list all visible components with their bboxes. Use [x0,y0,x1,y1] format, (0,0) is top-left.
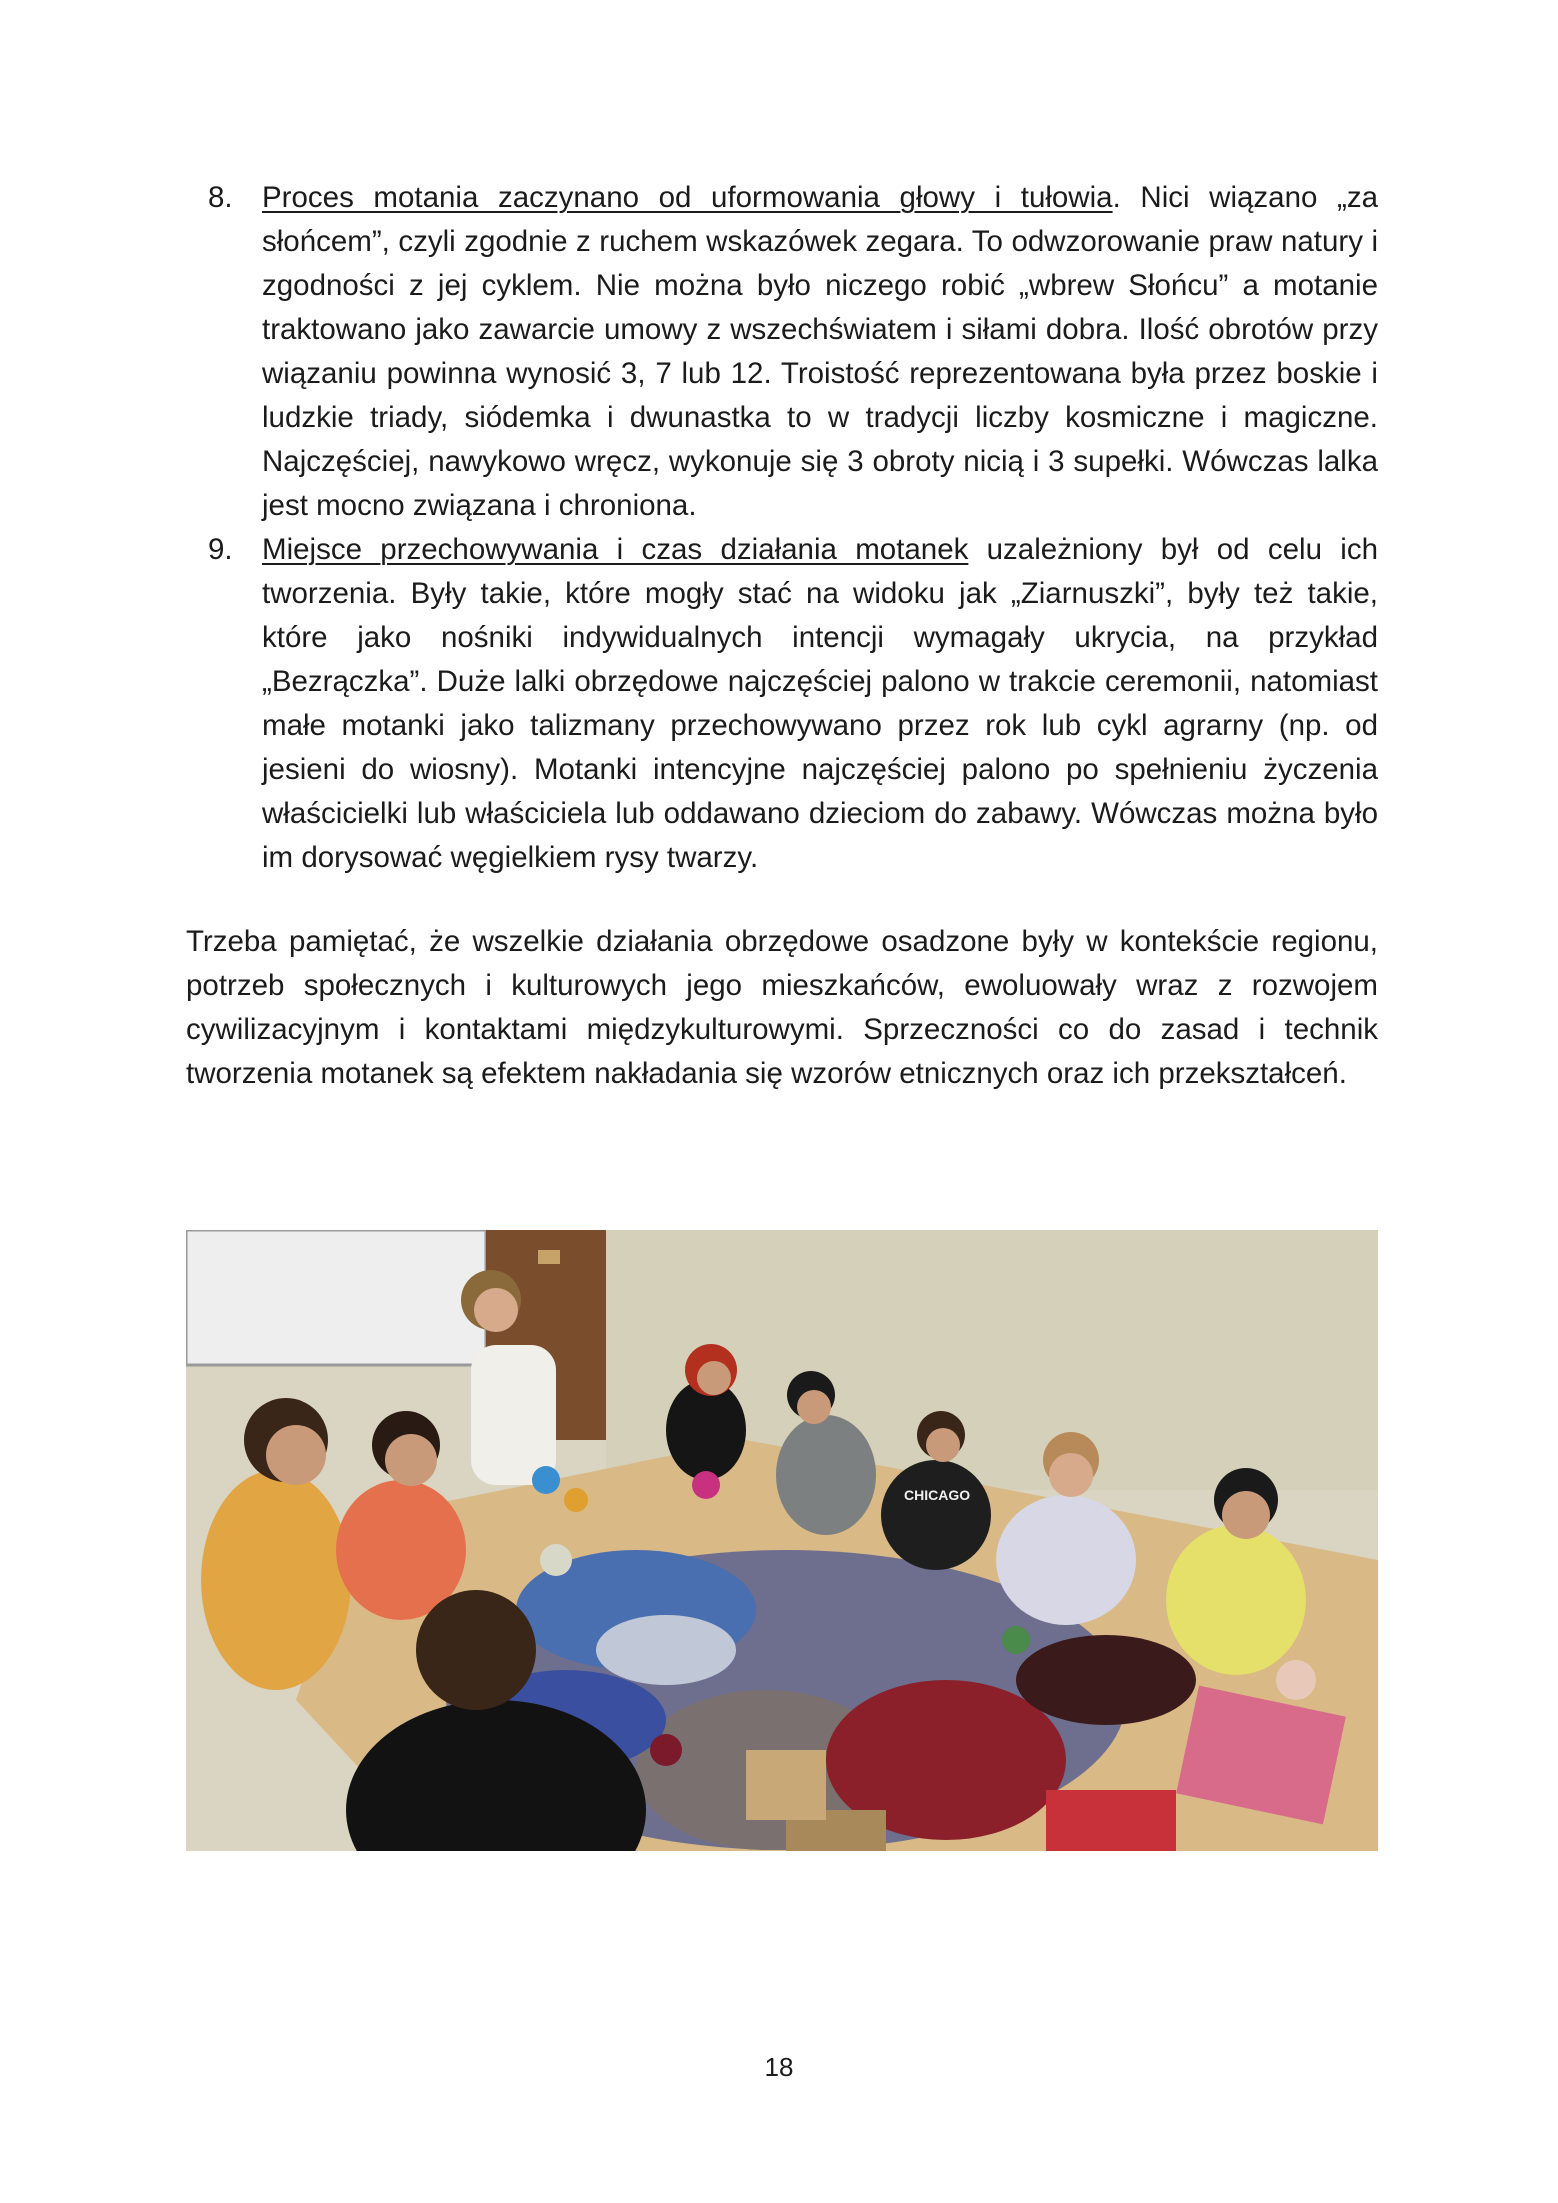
list-item-text: uzależniony był od celu ich tworzenia. Były takie, które mogły stać na widoku jak „Ziarnuszki”, były też takie, które jako nośniki indywidualnych intencji wymagały ukrycia, na przykład „Bezrączka”. Duże lalki obrzędowe najczęściej palono w trakcie ceremonii, natomiast małe motanki jako talizmany przechowywano przez rok lub cykl agrarny (np. od jesieni do wiosny). Motanki intencyjne najczęściej palono po spełnieniu życzenia właścicielki lub właściciela lub oddawano dzieciom do zabawy. Wówczas można było im dorysować węgielkiem rysy twarzy. [262,533,1378,874]
list-item-text: . Nici wiązano „za słońcem”, czyli zgodnie z ruchem wskazówek zegara. To odwzorowanie praw natury i zgodności z jej cyklem. Nie można było niczego robić „wbrew Słońcu” a motanie traktowano jako zawarcie umowy z wszechświatem i siłami dobra. Ilość obrotów przy wiązaniu powinna wynosić 3, 7 lub 12. Troistość reprezentowana była przez boskie i ludzkie triady, siódemka i dwunastka to w tradycji liczby kosmiczne i magiczne. Najczęściej, nawykowo wręcz, wykonuje się 3 obroty nicią i 3 supełki. Wówczas lalka jest mocno związana i chroniona. [262,181,1378,522]
numbered-list [186,176,1378,880]
list-item-number: 8. [208,181,233,214]
body-paragraph: Trzeba pamiętać, że wszelkie działania obrzędowe osadzone były w kontekście regionu, potrzeb społecznych i kulturowych jego mieszkańców, ewoluowały wraz z rozwojem cywilizacyjnym i kontaktami międzykulturowymi. Sprzeczności co do zasad i technik tworzenia motanek są efektem nakładania się wzorów etnicznych oraz ich przekształceń. [186,925,1378,1090]
list-item [186,176,1378,528]
page-number: 18 [764,2052,794,2082]
workshop-photo-illustration [186,1230,1378,1851]
workshop-photo [186,1230,1378,1851]
list-item-lead: Miejsce przechowywania i czas działania motanek [262,533,969,566]
list-item-lead: Proces motania zaczynano od uformowania głowy i tułowia [262,181,1113,214]
list-item [186,528,1378,880]
shirt-lettering: CHICAGO [904,1487,971,1503]
list-item-number: 9. [208,533,233,566]
